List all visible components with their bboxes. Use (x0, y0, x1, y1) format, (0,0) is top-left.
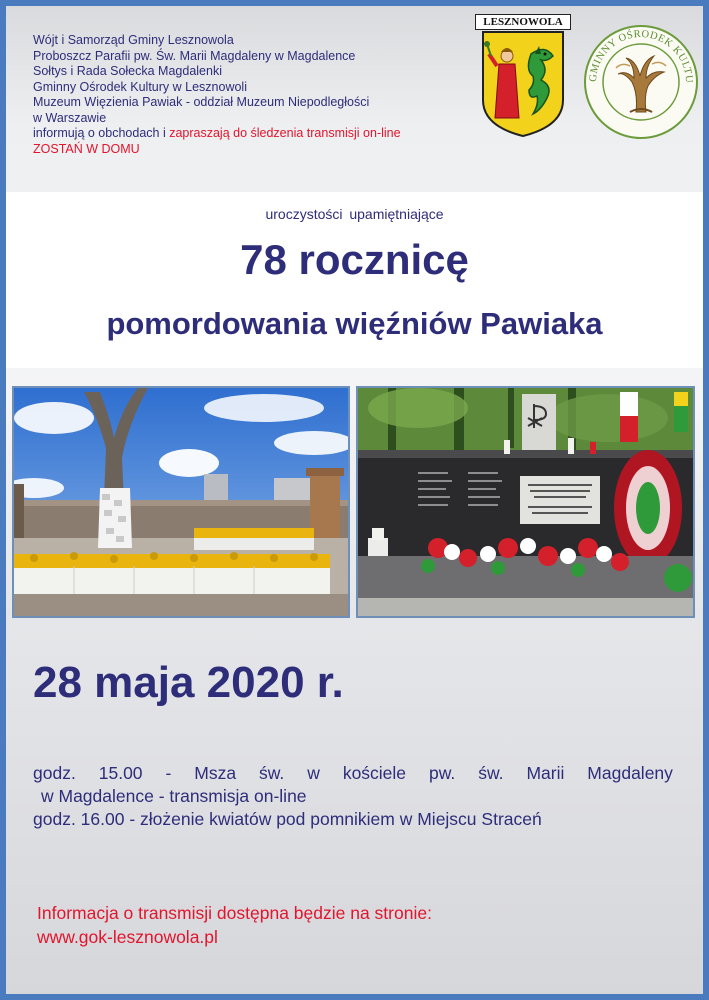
page-title-sub: pomordowania więźniów Pawiaka (106, 306, 603, 341)
schedule-word: pw. (428, 763, 456, 783)
organizer-line: Proboszcz Parafii pw. Św. Marii Magdaleny w Magdalence (33, 48, 356, 63)
organizer-line: w Warszawie (33, 110, 107, 125)
schedule-word: kościele (342, 763, 407, 783)
schedule-word: w (307, 763, 320, 783)
organizers-list (33, 33, 503, 157)
schedule (33, 762, 673, 831)
schedule-word: - (165, 763, 172, 783)
organizer-line: Wójt i Samorząd Gminy Lesznowola (33, 33, 234, 47)
schedule-word: Msza (194, 763, 237, 783)
lesznowola-crest (475, 14, 571, 138)
invite-text: zapraszają do śledzenia transmisji on-line (169, 126, 401, 140)
crest-label: LESZNOWOLA (475, 14, 571, 30)
event-date: 28 maja 2020 r. (33, 658, 344, 707)
schedule-word: 15.00 (98, 763, 143, 783)
schedule-word: godz. (33, 763, 76, 783)
schedule-row-flowers: godz. 16.00 - złożenie kwiatów pod pomnikiem w Miejscu Straceń (33, 809, 542, 829)
photo-pawiak-tree (12, 386, 350, 618)
stay-home-text: ZOSTAŃ W DOMU (33, 141, 140, 156)
inform-text: informują o obchodach i (33, 126, 170, 140)
transmission-info (37, 901, 677, 949)
schedule-row-mass-cont: w Magdalence - transmisja on-line (41, 786, 307, 806)
subtitle: uroczystości upamiętniające (265, 206, 444, 222)
crest-shield-icon (475, 14, 571, 138)
gok-logo (582, 16, 700, 144)
schedule-row-mass (33, 762, 673, 785)
page-title: 78 rocznicę (240, 236, 469, 283)
photo-memorial (356, 386, 695, 618)
organizer-line: Sołtys i Rada Sołecka Magdalenki (33, 64, 222, 78)
schedule-word: św. (259, 763, 285, 783)
gok-ring-text: GMINNY OŚRODEK KULTU (587, 28, 695, 84)
organizer-line: Muzeum Więzienia Pawiak - oddział Muzeum Niepodległości (33, 95, 370, 109)
website-link[interactable]: www.gok-lesznowola.pl (37, 927, 218, 947)
schedule-word: Magdaleny (587, 763, 673, 783)
schedule-word: Marii (526, 763, 565, 783)
organizer-line: Gminny Ośrodek Kultury w Lesznowoli (33, 79, 247, 94)
poster (6, 6, 703, 994)
invitation-line (33, 126, 503, 142)
schedule-word: św. (478, 763, 504, 783)
info-line: Informacja o transmisji dostępna będzie na stronie: (37, 903, 432, 923)
